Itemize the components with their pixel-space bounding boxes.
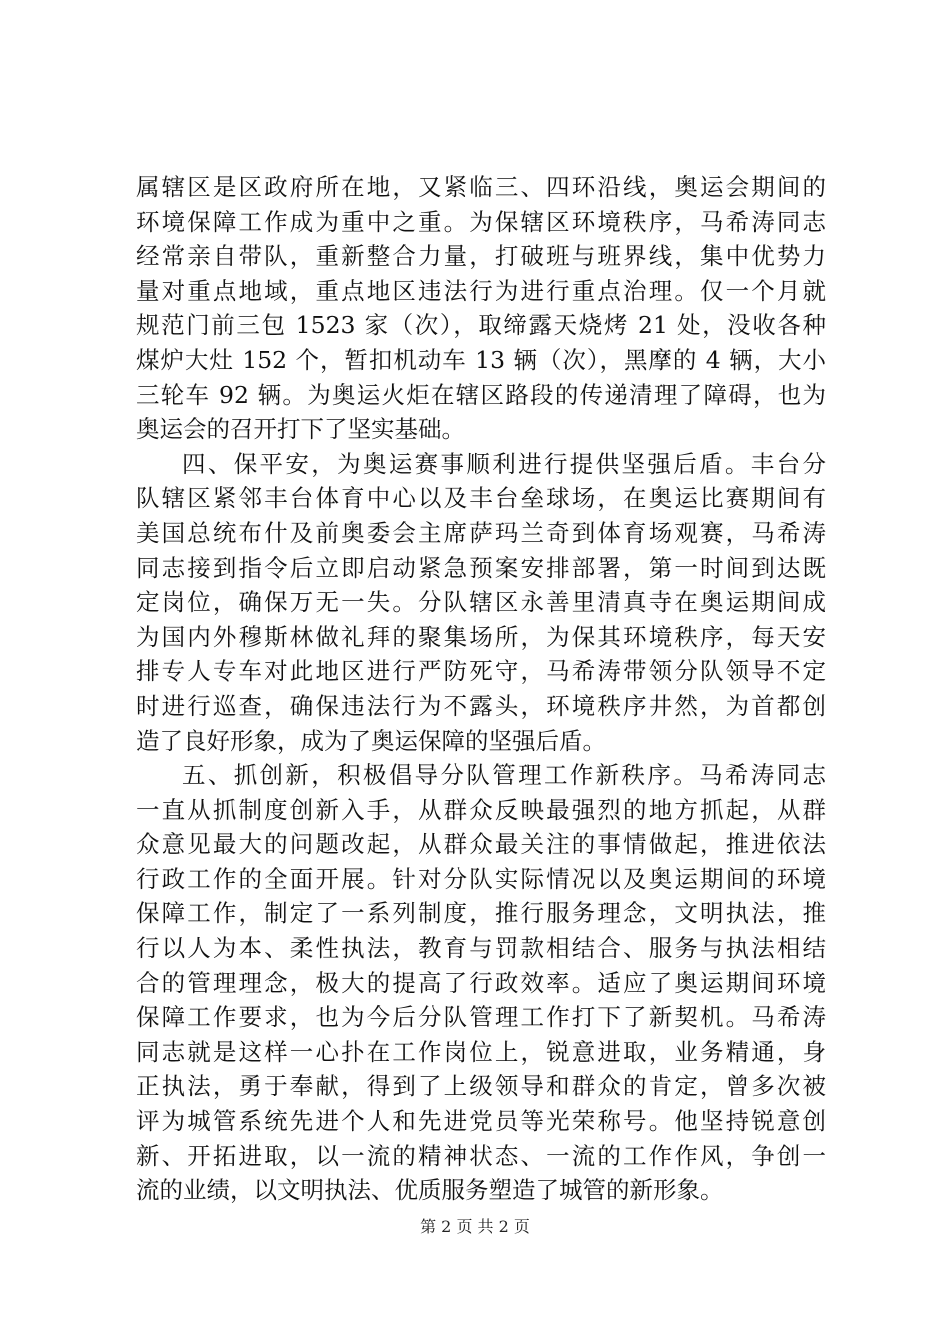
text-line: 美国总统布什及前奥委会主席萨玛兰奇到体育场观赛，马希涛 xyxy=(136,518,826,547)
text-line: 新、开拓进取，以一流的精神状态、一流的工作作风，争创一 xyxy=(136,1141,826,1170)
text-line: 行政工作的全面开展。针对分队实际情况以及奥运期间的环境 xyxy=(136,864,826,893)
text-line: 量对重点地域，重点地区违法行为进行重点治理。仅一个月就 xyxy=(136,276,826,305)
paragraph-start-line: 五、抓创新，积极倡导分队管理工作新秩序。马希涛同志 xyxy=(182,761,826,790)
page-footer xyxy=(0,1216,950,1238)
text-line: 煤炉大灶 152 个，暂扣机动车 13 辆（次），黑摩的 4 辆，大小 xyxy=(136,345,826,374)
text-line: 时进行巡查，确保违法行为不露头，环境秩序井然，为首都创 xyxy=(136,691,826,720)
text-line: 队辖区紧邻丰台体育中心以及丰台垒球场，在奥运比赛期间有 xyxy=(136,484,826,513)
paragraph-start-line: 四、保平安，为奥运赛事顺利进行提供坚强后盾。丰台分 xyxy=(182,449,826,478)
text-line: 排专人专车对此地区进行严防死守，马希涛带领分队领导不定 xyxy=(136,657,826,686)
text-line: 定岗位，确保万无一失。分队辖区永善里清真寺在奥运期间成 xyxy=(136,588,826,617)
document-body xyxy=(136,170,826,1208)
text-line: 奥运会的召开打下了坚实基础。 xyxy=(136,415,465,444)
page-number: 第 2 页 共 2 页 xyxy=(420,1217,530,1236)
text-line: 同志就是这样一心扑在工作岗位上，锐意进取，业务精通，身 xyxy=(136,1037,826,1066)
text-line: 造了良好形象，成为了奥运保障的坚强后盾。 xyxy=(136,726,606,755)
text-line: 属辖区是区政府所在地，又紧临三、四环沿线，奥运会期间的 xyxy=(136,173,826,201)
text-line: 保障工作要求，也为今后分队管理工作打下了新契机。马希涛 xyxy=(136,1003,826,1032)
text-line: 一直从抓制度创新入手，从群众反映最强烈的地方抓起，从群 xyxy=(136,795,826,824)
text-line: 规范门前三包 1523 家（次），取缔露天烧烤 21 处，没收各种 xyxy=(136,311,826,340)
text-line: 三轮车 92 辆。为奥运火炬在辖区路段的传递清理了障碍，也为 xyxy=(136,380,826,409)
text-line: 同志接到指令后立即启动紧急预案安排部署，第一时间到达既 xyxy=(136,553,826,582)
text-line: 正执法，勇于奉献，得到了上级领导和群众的肯定，曾多次被 xyxy=(136,1072,826,1101)
text-line: 流的业绩，以文明执法、优质服务塑造了城管的新形象。 xyxy=(136,1176,724,1205)
text-line: 行以人为本、柔性执法，教育与罚款相结合、服务与执法相结 xyxy=(136,934,826,963)
text-line: 评为城管系统先进个人和先进党员等光荣称号。他坚持锐意创 xyxy=(136,1107,826,1136)
text-line: 众意见最大的问题改起，从群众最关注的事情做起，推进依法 xyxy=(136,830,826,859)
text-line: 环境保障工作成为重中之重。为保辖区环境秩序，马希涛同志 xyxy=(136,207,826,236)
text-line: 为国内外穆斯林做礼拜的聚集场所，为保其环境秩序，每天安 xyxy=(136,622,826,651)
text-line: 合的管理理念，极大的提高了行政效率。适应了奥运期间环境 xyxy=(136,968,826,997)
text-line: 经常亲自带队，重新整合力量，打破班与班界线，集中优势力 xyxy=(136,242,826,271)
text-line: 保障工作，制定了一系列制度，推行服务理念，文明执法，推 xyxy=(136,899,826,928)
